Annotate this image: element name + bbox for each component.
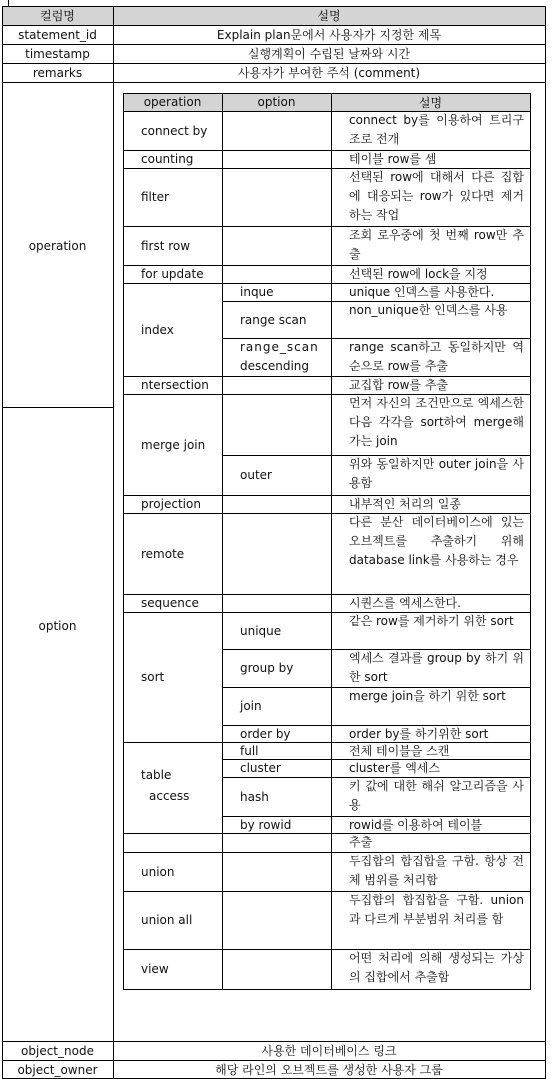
outer-label-option: option [38, 619, 77, 633]
desc-sort-order-by: order by를 하기위한 sort [349, 727, 489, 741]
op-for-update: for update [141, 267, 204, 281]
desc-remote: 다른 분산 데이터베이스에 있는 오브젝트를 추출하기 위해 database link를 사용하는 경우 [349, 515, 524, 567]
outer-row-desc: 사용자가 부여한 주석 (comment) [237, 66, 421, 80]
opt-outer: outer [240, 468, 272, 482]
desc-index-range-scan: non_unique한 인덱스를 사용 [349, 303, 508, 317]
opt-range-scan: range scan [240, 312, 307, 327]
outer-row-desc: 해당 라인의 오브젝트를 생성한 사용자 그룹 [215, 1063, 443, 1077]
desc-sort-unique: 같은 row를 제거하기 위한 sort [349, 614, 514, 628]
desc-table-access-rowid: rowid를 이용하여 테이블 [349, 818, 483, 832]
outer-row-name: object_node [21, 1043, 94, 1058]
opt-range-scan-desc [222, 338, 331, 376]
inner-header-desc: 설명 [418, 95, 443, 110]
desc-table-access-rowid-cont: 추출 [349, 835, 373, 849]
op-table-access-line1: table [141, 768, 172, 782]
outer-row-desc: 사용한 데이터베이스 링크 [261, 1044, 397, 1058]
op-union-all: union all [141, 913, 193, 927]
desc-for-update: 선택된 row에 lock을 지정 [349, 267, 488, 281]
desc-table-access-cluster: cluster를 엑세스 [349, 761, 440, 775]
op-sequence: sequence [141, 596, 199, 610]
desc-filter: 선택된 row에 대해서 다른 집합에 대응되는 row가 있다면 제거하는 작업 [349, 170, 524, 222]
desc-sort-join: merge join을 하기 위한 sort [349, 689, 506, 703]
desc-projection: 내부적인 처리의 일종 [349, 497, 461, 511]
op-sort: sort [141, 670, 165, 684]
opt-unique: unique [240, 623, 282, 638]
opt-range-scan-desc-line1: range_scan [240, 340, 319, 354]
outer-row-desc: Explain plan문에서 사용자가 지정한 제목 [216, 28, 442, 42]
op-union: union [141, 864, 175, 879]
opt-inque: inque [240, 285, 274, 299]
op-table-access-line2: access [149, 789, 190, 803]
outer-row-name: remarks [32, 65, 83, 80]
outer-label-operation: operation [28, 239, 87, 253]
desc-index-range-scan-desc: range scan하고 동일하지만 역순으로 row를 추출 [349, 340, 524, 373]
op-first-row: first row [141, 238, 191, 253]
op-table-access [123, 742, 222, 833]
outer-header-description: 설명 [317, 9, 341, 23]
op-view: view [141, 962, 169, 976]
op-remote: remote [141, 546, 185, 561]
op-connect-by: connect by [141, 123, 208, 138]
outer-header-column-name: 컬럼명 [40, 9, 75, 23]
outer-row-name: statement_id [18, 27, 97, 42]
desc-union: 두집합의 합집합을 구함. 항상 전체 범위를 처리함 [349, 854, 524, 887]
opt-hash: hash [240, 789, 269, 804]
desc-sort-group-by: 엑세스 결과를 group by 하기 위한 sort [349, 651, 524, 684]
op-filter: filter [141, 190, 169, 204]
desc-merge-join: 먼저 자신의 조건만으로 엑세스한다음 각각을 sort하여 merge해 가는 join [349, 396, 524, 448]
desc-connect-by: connect by를 이용하여 트리구조로 전개 [349, 113, 524, 146]
outer-row-name: object_owner [17, 1062, 98, 1077]
desc-index-inque: unique 인덱스를 사용한다. [349, 285, 495, 299]
inner-header-operation: operation [143, 95, 202, 109]
opt-join: join [240, 699, 262, 713]
desc-intersection: 교집합 row를 추출 [349, 378, 449, 392]
op-intersection: ntersection [141, 378, 209, 392]
opt-full: full [240, 743, 259, 758]
outer-row-name: timestamp [25, 46, 90, 61]
op-counting: counting [141, 152, 194, 166]
opt-order-by: order by [240, 726, 291, 741]
desc-sequence: 시퀀스를 엑세스한다. [349, 596, 461, 610]
op-merge-join: merge join [141, 437, 206, 452]
opt-range-scan-desc-line2: descending [240, 359, 310, 373]
desc-counting: 테이블 row를 셈 [349, 152, 437, 166]
desc-view: 어떤 처리에 의해 생성되는 가상의 집합에서 추출함 [349, 951, 524, 984]
op-index: index [141, 322, 174, 337]
opt-group-by: group by [240, 661, 294, 675]
outer-row-desc: 실행계획이 수립된 날짜와 시간 [247, 47, 411, 61]
op-projection: projection [141, 497, 201, 511]
inner-header-option: option [257, 95, 296, 109]
desc-table-access-hash: 키 값에 대한 해쉬 알고리즘을 사용 [349, 779, 524, 812]
opt-by-rowid: by rowid [240, 817, 292, 832]
desc-table-access-full: 전체 테이블을 스캔 [349, 744, 450, 758]
desc-merge-join-outer: 위와 동일하지만 outer join을 사용함 [349, 457, 524, 490]
desc-union-all: 두집합의 합집합을 구함. union과 다르게 부분범위 처리를 함 [349, 893, 524, 926]
opt-cluster: cluster [240, 761, 281, 775]
desc-first-row: 조회 로우중에 첫 번째 row만 추출 [349, 228, 524, 261]
